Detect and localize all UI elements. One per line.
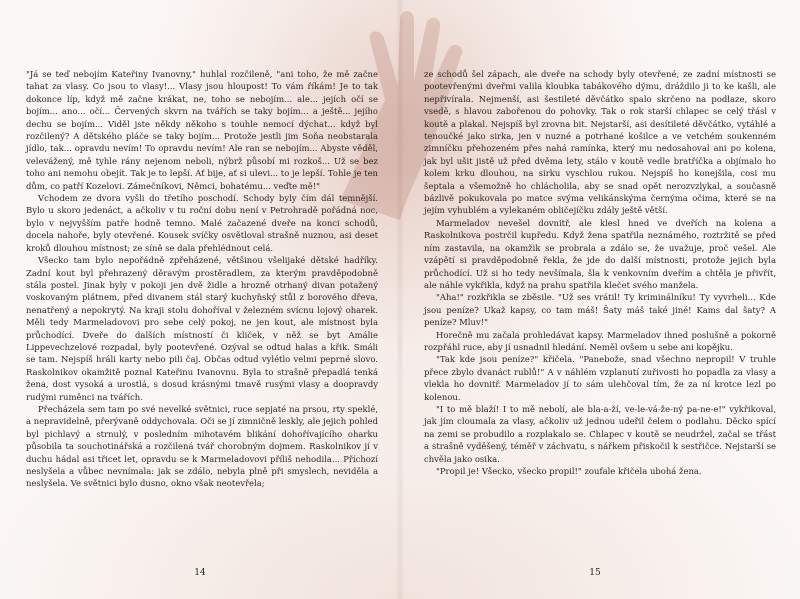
right-paragraph-1: ze schodů šel zápach, ale dveře na schody byly otevřené, ze zadní místnosti se pootevřenými dveřmi valila kloubka tabákového dýmu, dráždilo ji to ke kašli, ale nepřivírala. Nejmenší, asi šestileté děvčátko spalo skrčeno na podlaze, skoro vsedě, s hlavou zabořenou do pohovky. Tak o rok starší chlapec se celý třásl v koutě a plakal. Nejspíš byl zrovna bit. Nejstarší, asi desítileté děvčátko, vytáhlé a tenoučké jako sirka, jen v nuzné a potrhané košilce a ve vetchém soukenném zimníčku přehozeném přes nahá ramínka, který mu nedosahoval ani po kolena, jak byl ušit jistě už před dvěma lety, stálo v koutě vedle bratříčka a objímalo ho kolem krku dlouhou, na sirku vyschlou rukou. Nejspíš ho konejšila, cosi mu šeptala a všemožně ho chlácholila, aby se snad opět nerozvzlykal, a současně bázlivě pokukovala po matce svýma velikánskýma černýma očima, které se na jejím vyhublém a vylekaném obličejíčku zdály ještě větší.	[424, 69, 776, 216]
right-paragraph-4: Horečně mu začala prohledávat kapsy. Marmeladov ihned poslušně a pokorně rozpřáhl ruce, aby jí usnadnil hledání. Neměl ovšem u sebe ani kopějku.	[424, 329, 776, 352]
right-page-number: 15	[589, 568, 601, 578]
left-paragraph-3: Všecko tam bylo nepořádně zpřeházené, většinou všelijaké dětské hadříky. Zadní kout byl přehrazený děravým prostěradlem, za kterým pravděpodobně stála postel. Jinak byly v pokoji jen dvě židle a hrozně otrhaný divan potažený voskovaným plátnem, před divanem stál starý kuchyňský stůl z borového dřeva, nenatřený a nepokrytý. Na kraji stolu dohoříval v železném svícnu lojový oharek. Měli tedy Marmeladovovi pro sebe celý pokoj, ne jen kout, ale místnost byla průchodící. Dveře do dalších místností či kliček, v něž se byt Amálie Lippevechzelové rozpadal, byly pootevřené. Ozýval se odtud halas a křik. Smáli se tam. Nejspíš hráli karty nebo pili čaj. Občas odtud vylétlo velmi peprné slovo. Raskolnikov okamžitě poznal Kateřinu Ivanovnu. Byla to strašně přepadlá tenká žena, dost vysoká a urostlá, s dosud krásnými tmavě rusými vlasy a doopravdy rudými ruměnci na tvářích.	[26, 255, 378, 402]
left-paragraph-4: Přecházela sem tam po své nevelké světnici, ruce sepjaté na prsou, rty speklé, a nepravidelně, přerývaně oddychovala. Oči se jí zimničně leskly, ale jejich pohled byl pichlavý a strnulý, v posledním mihotavém blikání dohořívajícího oharku působila ta souchotinářská a rozčilená tvář chorobným dojmem. Raskolnikov jí v duchu hádal asi třicet let, opravdu se k Marmeladovovi příliš nehodila... Příchozí neslyšela a vůbec nevnímala: jak se zdálo, nebyla plně při smyslech, neviděla a neslyšela. Ve světnici bylo dusno, okno však neotevřela;	[26, 403, 378, 489]
right-paragraph-2: Marmeladov nevešel dovnitř, ale klesl hned ve dveřích na kolena a Raskolnikova postrčil kupředu. Když žena spatřila neznámého, roztržitě se před ním zastavila, na okamžik se probrala a zdálo se, že uvažuje, proč vešel. Ale vzápětí si pravděpodobně řekla, že jde do další místnosti, protože jejich byla průchodící. Už si ho tedy nevšímala, šla k venkovním dveřím a chtěla je přivřít, ale náhle vykřikla, když na prahu spatřila klečet svého manžela.	[424, 217, 776, 290]
left-paragraph-1: "Já se teď nebojím Kateřiny Ivanovny," huhlal rozčileně, "ani toho, že mě začne tahat za vlasy. Co jsou to vlasy!... Vlasy jsou hloupost! To vám říkám! Je to tak dokonce líp, když mě začne krákat, ne, toho se nebojím... ale... jejích očí se bojím... ano... očí... Červených skvrn na tvářích se taky bojím... a ještě... jejího dechu se bojím... Viděl jste někdy někoho s touhle nemocí dýchat... když byl rozčilený? A dětského pláče se taky bojím... Protože jestli jim Soňa neobstarala jídlo, tak... opravdu nevím! To opravdu nevím! Ale ran se nebojím... Abyste věděl, velevážený, mě tyhle rány nejenom neboli, nýbrž působí mi rozkoš... Už se bez toho ani nemohu obejít. Tak je to lepší. Ať bije, ať si ulevi... to je lepší. Tohle je ten dům, co patří Kozelovi. Zámečníkovi, Němci, bohatému... veďte mě!"	[26, 69, 378, 191]
book-gutter	[396, 0, 404, 599]
right-paragraph-6: "I to mě blaží! I to mě nebolí, ale bla-a-ží, ve-le-vá-že-ný pa-ne-e!" vykřikoval, jak jím cloumala za vlasy, ačkoliv už jednou udeřil čelem o podlahu. Děcko spící na zemi se probudilo a rozplakalo se. Chlapec v koutě se neudržel, začal se třást a strašně vyděšený, téměř v záchvatu, s nářkem přiskočil k sestřičce. Nejstarší se chvěla jako osika.	[424, 403, 776, 464]
right-paragraph-5: "Tak kde jsou peníze?" křičela. "Panebože, snad všechno nepropil! V truhle přece zbylo dvanáct rublů!" A v náhlém vzplanutí zuřivosti ho popadla za vlasy a vlekla ho dovnitř. Marmeladov jí to sám ulehčoval tím, že za ní krotce lezl po kolenou.	[424, 354, 776, 402]
right-paragraph-7: "Propil je! Všecko, všecko propil!" zoufale křičela ubohá žena.	[436, 466, 702, 476]
right-page-text	[424, 68, 776, 477]
right-paragraph-3: "Aha!" rozkřikla se zběsile. "Už ses vrátil! Ty kriminálníku! Ty vyvrheli... Kde jsou peníze? Ukaž kapsy, co tam máš! Šaty máš také jiné! Kams dal šaty? A peníze? Mluv!"	[424, 292, 776, 328]
left-paragraph-2: Vchodem ze dvora vyšli do třetího poschodí. Schody byly čím dál temnější. Bylo u skoro jedenáct, a ačkoliv v tu roční dobu není v Petrohradě pořádná noc, bylo v nejvyšším patře hodně temno. Malé začazené dveře na konci schodů, docela nahoře, byly otevřené. Kousek svíčky osvětloval strašně nuznou, asi deset kroků dlouhou místnost; ze síně se dala přehlédnout celá.	[26, 193, 378, 253]
left-page-number: 14	[194, 568, 206, 578]
left-page-text	[26, 68, 378, 490]
